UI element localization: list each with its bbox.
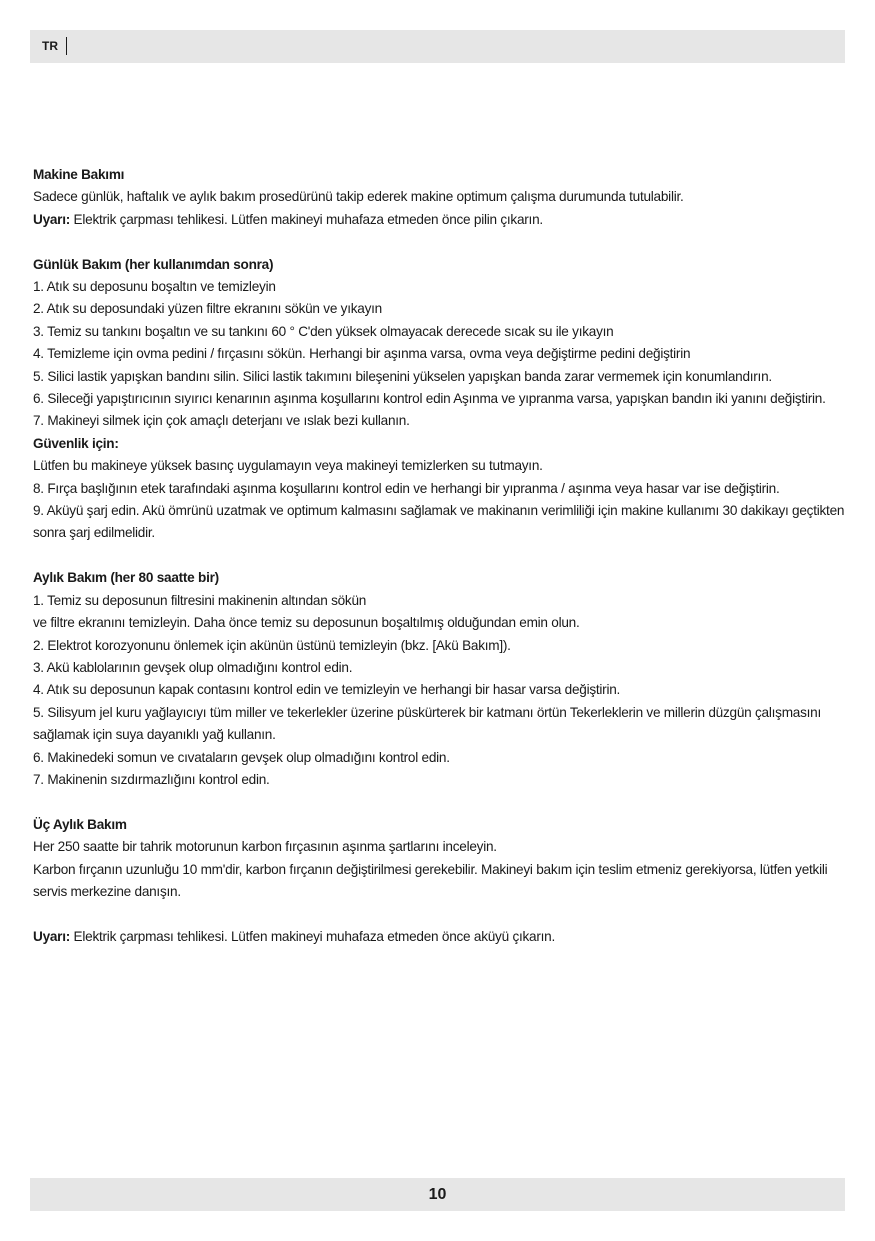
header-bar xyxy=(30,30,845,63)
list-item: 1. Temiz su deposunun filtresini makinenin altından sökün xyxy=(33,592,367,608)
list-item: 6. Makinedeki somun ve cıvataların gevşek olup olmadığını kontrol edin. xyxy=(33,749,450,765)
list-item: 2. Elektrot korozyonunu önlemek için akünün üstünü temizleyin (bkz. [Akü Bakım]). xyxy=(33,637,511,653)
footer-bar xyxy=(30,1178,845,1211)
list-item: Karbon fırçanın uzunluğu 10 mm'dir, karbon fırçanın değiştirilmesi gerekebilir. Makineyi bakım için teslim etmeniz gerekiyorsa, lütfen yetkili servis merkezine danışın. xyxy=(33,861,828,899)
warning-label: Uyarı: xyxy=(33,211,71,227)
page-number: 10 xyxy=(428,1186,447,1203)
warning-label: Uyarı: xyxy=(33,928,71,944)
list-item: 7. Makineyi silmek için çok amaçlı deterjanı ve ıslak bezi kullanın. xyxy=(33,413,410,429)
list-item: 5. Silici lastik yapışkan bandını silin. Silici lastik takımını bileşenini yükselen yapışkan banda zarar vermemek için konumlandırın. xyxy=(33,368,772,384)
warning-text: Elektrik çarpması tehlikesi. Lütfen makineyi muhafaza etmeden önce pilin çıkarın. xyxy=(70,211,543,227)
list-item: 5. Silisyum jel kuru yağlayıcıyı tüm miller ve tekerlekler üzerine püskürterek bir katmanı örtün Tekerleklerin ve millerin düzgün çalışmasını sağlamak için suya dayanıklı yağ kullanın. xyxy=(33,704,821,743)
section-title-monthly: Aylık Bakım (her 80 saatte bir) xyxy=(33,570,219,586)
final-warning-paragraph xyxy=(33,926,845,948)
list-item: 8. Fırça başlığının etek tarafındaki aşınma koşullarını kontrol edin ve herhangi bir yıpranma / aşınma veya hasar var ise değiştirin. xyxy=(33,480,780,496)
intro-paragraph: Sadece günlük, haftalık ve aylık bakım prosedürünü takip ederek makine optimum çalışma durumunda tutulabilir. xyxy=(33,189,684,205)
list-item: 6. Sileceği yapıştırıcının sıyırıcı kenarının aşınma koşullarını kontrol edin Aşınma ve yıpranma varsa, yapışkan bandın iki yanını değiştirin. xyxy=(33,391,826,407)
list-item: Her 250 saatte bir tahrik motorunun karbon fırçasının aşınma şartlarını inceleyin. xyxy=(33,839,497,855)
list-item: 2. Atık su deposundaki yüzen filtre ekranını sökün ve yıkayın xyxy=(33,301,382,317)
safety-text: Lütfen bu makineye yüksek basınç uygulamayın veya makineyi temizlerken su tutmayın. xyxy=(33,458,543,474)
list-item: ve filtre ekranını temizleyin. Daha önce temiz su deposunun boşaltılmış olduğundan emin olun. xyxy=(33,615,580,631)
warning-paragraph xyxy=(33,209,845,231)
section-title-maintenance: Makine Bakımı xyxy=(33,167,125,182)
warning-text: Elektrik çarpması tehlikesi. Lütfen makineyi muhafaza etmeden önce aküyü çıkarın. xyxy=(70,928,556,944)
list-item: 1. Atık su deposunu boşaltın ve temizleyin xyxy=(33,279,276,295)
list-item: 7. Makinenin sızdırmazlığını kontrol edin. xyxy=(33,771,270,787)
list-item: 3. Temiz su tankını boşaltın ve su tankını 60 ° C'den yüksek olmayacak derecede sıcak su ile yıkayın xyxy=(33,323,614,339)
main-content xyxy=(33,164,845,948)
list-item: 9. Aküyü şarj edin. Akü ömrünü uzatmak ve optimum kalmasını sağlamak ve makinanın verimliliği için makine kullanımı 30 dakikayı geçtikten sonra şarj edilmelidir. xyxy=(33,503,845,541)
section-title-daily: Günlük Bakım (her kullanımdan sonra) xyxy=(33,256,274,272)
section-title-quarterly: Üç Aylık Bakım xyxy=(33,816,127,832)
safety-title: Güvenlik için: xyxy=(33,435,119,451)
language-label: TR xyxy=(42,37,67,55)
list-item: 3. Akü kablolarının gevşek olup olmadığını kontrol edin. xyxy=(33,659,353,675)
list-item: 4. Temizleme için ovma pedini / fırçasını sökün. Herhangi bir aşınma varsa, ovma veya değiştirme pedini değiştirin xyxy=(33,346,691,362)
list-item: 4. Atık su deposunun kapak contasını kontrol edin ve temizleyin ve herhangi bir hasar varsa değiştirin. xyxy=(33,682,621,698)
